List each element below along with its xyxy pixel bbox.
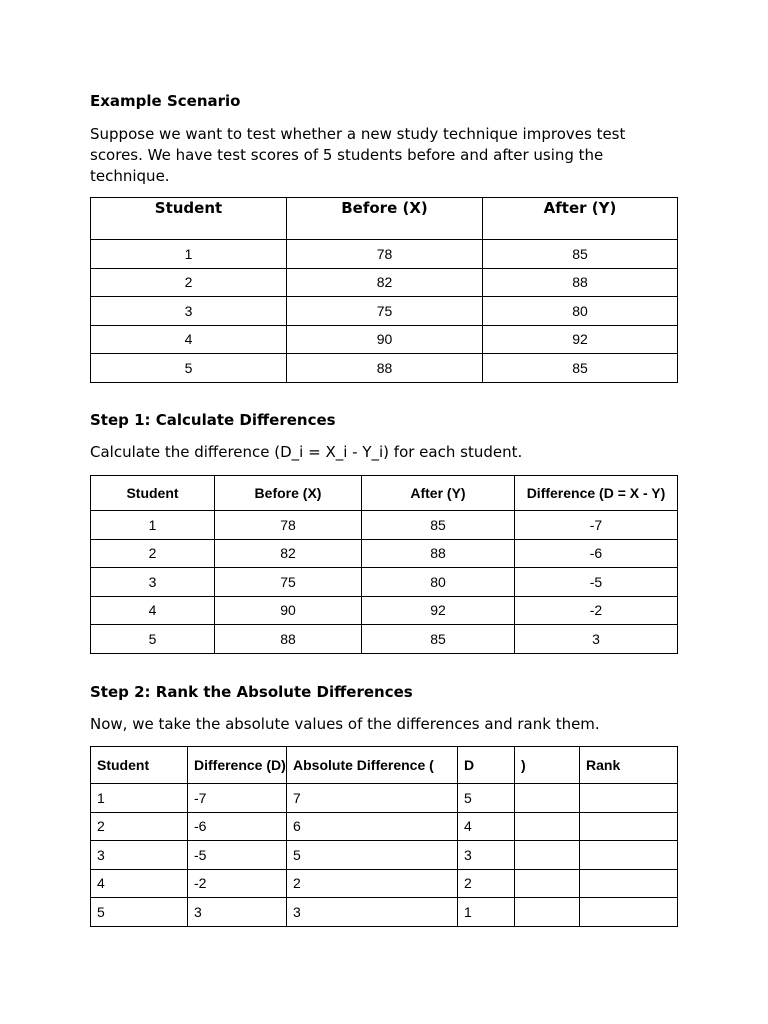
column-header: Student — [91, 747, 188, 784]
table-cell: 88 — [215, 625, 362, 654]
column-header: After (Y) — [362, 476, 515, 511]
table-cell: 85 — [362, 625, 515, 654]
table-header-row — [91, 198, 678, 240]
section-heading-step-2: Step 2: Rank the Absolute Differences — [90, 683, 413, 701]
table-cell: 85 — [483, 354, 678, 383]
table-cell: 3 — [287, 898, 458, 927]
table-cell: 4 — [91, 596, 215, 625]
table-cell — [515, 784, 580, 813]
table-cell: 7 — [287, 784, 458, 813]
column-header: Before (X) — [215, 476, 362, 511]
table-cell: 3 — [91, 297, 287, 326]
table-cell: 90 — [287, 325, 483, 354]
table-cell — [580, 812, 678, 841]
column-header: Rank — [580, 747, 678, 784]
table-cell — [580, 841, 678, 870]
table-cell: 3 — [188, 898, 287, 927]
section-heading-step-1: Step 1: Calculate Differences — [90, 411, 336, 429]
table-row — [91, 297, 678, 326]
table-cell: 82 — [215, 539, 362, 568]
table-header-row — [91, 747, 678, 784]
column-header: D — [458, 747, 515, 784]
scores-table — [90, 197, 678, 383]
table-cell: 2 — [287, 869, 458, 898]
column-header: Difference (D = X - Y) — [515, 476, 678, 511]
table-cell: -6 — [188, 812, 287, 841]
table-cell: -6 — [515, 539, 678, 568]
table-cell: 2 — [91, 812, 188, 841]
table-cell: 1 — [458, 898, 515, 927]
table-cell: -7 — [188, 784, 287, 813]
table-cell: -7 — [515, 511, 678, 540]
table-cell: -5 — [515, 568, 678, 597]
ranks-table — [90, 746, 678, 927]
table-cell: 75 — [215, 568, 362, 597]
column-header: Difference (D) — [188, 747, 287, 784]
table-cell: 5 — [287, 841, 458, 870]
table-cell: 5 — [91, 625, 215, 654]
table-cell: -2 — [188, 869, 287, 898]
table-header-row — [91, 476, 678, 511]
column-header: Absolute Difference ( — [287, 747, 458, 784]
table-cell: 80 — [362, 568, 515, 597]
table-cell — [515, 869, 580, 898]
column-header: After (Y) — [483, 198, 678, 240]
table-cell: 1 — [91, 240, 287, 269]
table-cell: 1 — [91, 784, 188, 813]
table-cell: 88 — [287, 354, 483, 383]
table-cell — [580, 898, 678, 927]
table-row — [91, 539, 678, 568]
differences-table — [90, 475, 678, 654]
table-cell: 5 — [91, 898, 188, 927]
table-row — [91, 354, 678, 383]
table-row — [91, 240, 678, 269]
table-cell: 3 — [458, 841, 515, 870]
table-cell: 4 — [91, 869, 188, 898]
table-cell: 80 — [483, 297, 678, 326]
table-cell: -5 — [188, 841, 287, 870]
table-row — [91, 568, 678, 597]
table-cell: 2 — [458, 869, 515, 898]
table-cell: 92 — [362, 596, 515, 625]
table-row — [91, 812, 678, 841]
table-cell: 1 — [91, 511, 215, 540]
table-row — [91, 625, 678, 654]
table-cell: 85 — [362, 511, 515, 540]
table-cell: 4 — [91, 325, 287, 354]
table-cell — [580, 784, 678, 813]
table-cell: 90 — [215, 596, 362, 625]
table-cell: 88 — [483, 268, 678, 297]
column-header: Student — [91, 198, 287, 240]
table-cell: 88 — [362, 539, 515, 568]
table-cell: 3 — [91, 841, 188, 870]
table-row — [91, 596, 678, 625]
table-cell: -2 — [515, 596, 678, 625]
table-cell: 78 — [287, 240, 483, 269]
table-cell: 2 — [91, 268, 287, 297]
table-row — [91, 268, 678, 297]
table-cell — [515, 898, 580, 927]
table-cell: 3 — [515, 625, 678, 654]
table-cell: 75 — [287, 297, 483, 326]
table-cell: 6 — [287, 812, 458, 841]
table-cell: 3 — [91, 568, 215, 597]
column-header: Student — [91, 476, 215, 511]
section-paragraph-step-2: Now, we take the absolute values of the differences and rank them. — [90, 715, 600, 733]
section-paragraph-example-scenario: Suppose we want to test whether a new study technique improves test scores. We have test scores of 5 students before and after using the technique. — [90, 125, 626, 185]
table-row — [91, 869, 678, 898]
table-row — [91, 511, 678, 540]
table-row — [91, 898, 678, 927]
column-header: ) — [515, 747, 580, 784]
table-cell: 4 — [458, 812, 515, 841]
table-cell — [515, 841, 580, 870]
table-cell: 5 — [91, 354, 287, 383]
table-row — [91, 784, 678, 813]
table-cell — [515, 812, 580, 841]
table-cell: 78 — [215, 511, 362, 540]
table-cell: 85 — [483, 240, 678, 269]
table-cell: 5 — [458, 784, 515, 813]
table-cell: 92 — [483, 325, 678, 354]
section-heading-example-scenario: Example Scenario — [90, 92, 241, 110]
column-header: Before (X) — [287, 198, 483, 240]
table-cell — [580, 869, 678, 898]
table-row — [91, 325, 678, 354]
table-cell: 82 — [287, 268, 483, 297]
table-row — [91, 841, 678, 870]
section-paragraph-step-1: Calculate the difference (D_i = X_i - Y_i) for each student. — [90, 443, 523, 461]
table-cell: 2 — [91, 539, 215, 568]
